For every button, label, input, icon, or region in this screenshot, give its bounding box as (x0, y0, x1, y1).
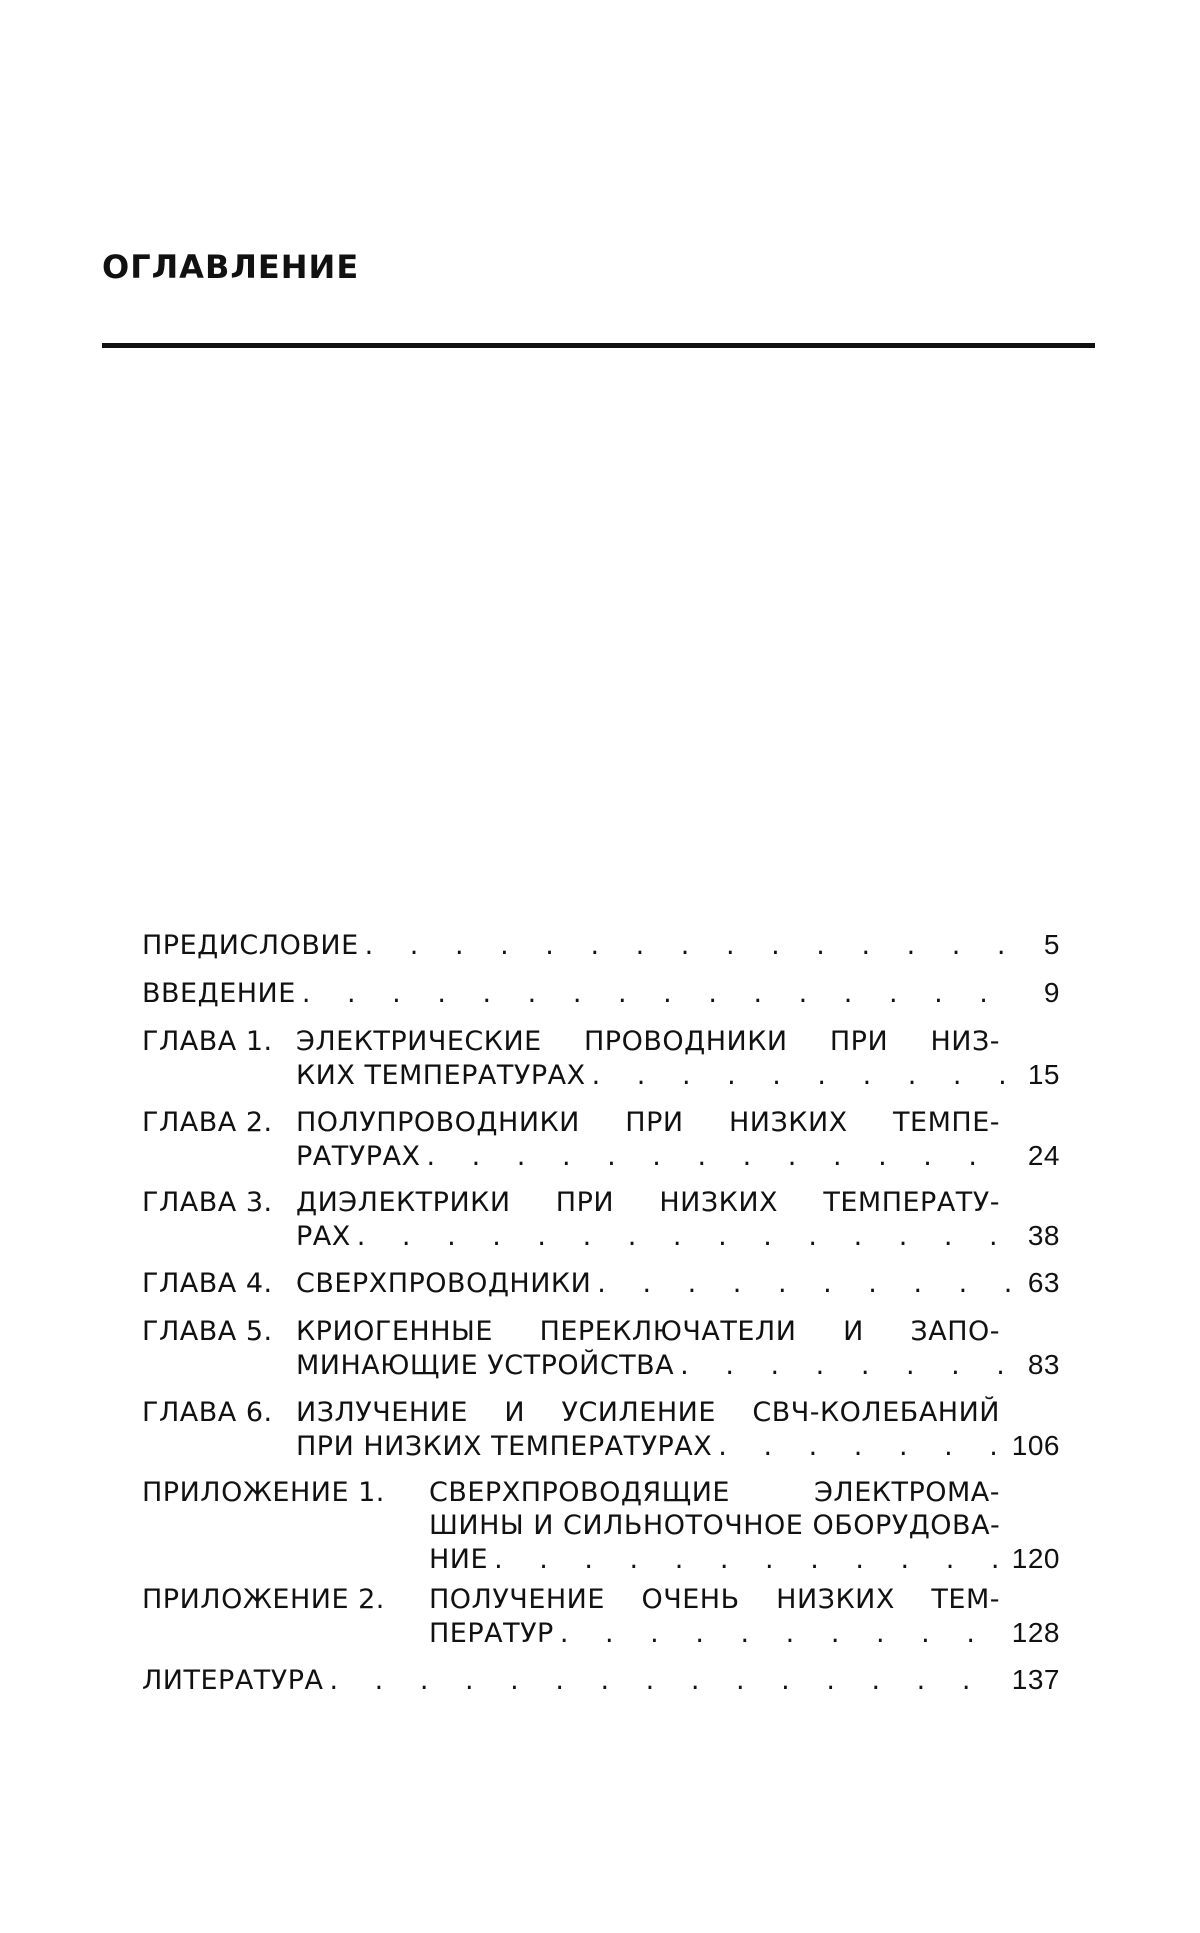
dot-leader (680, 1349, 1014, 1382)
dot-leader (718, 1430, 1006, 1463)
toc-entry (142, 1663, 1060, 1697)
toc-entry-title: ПЕРАТУР (429, 1618, 554, 1649)
toc-entry (142, 1186, 1060, 1253)
toc-entry (142, 1266, 1060, 1300)
toc-entry-title: КИХ ТЕМПЕРАТУРАХ (296, 1060, 586, 1091)
page-title: ОГЛАВЛЕНИЕ (102, 248, 360, 286)
toc-entry (142, 1476, 1060, 1576)
dot-leader (560, 1617, 1006, 1650)
toc-entry-prefix: ГЛАВА 3. (142, 1187, 273, 1218)
toc-entry-title: ПРИ НИЗКИХ ТЕМПЕРАТУРАХ (296, 1431, 713, 1462)
toc-entry (142, 976, 1060, 1010)
toc-entry-text: ПОЛУПРОВОДНИКИ ПРИ НИЗКИХ ТЕМПЕ- (296, 1107, 1000, 1138)
toc-entry-prefix: ПРИЛОЖЕНИЕ 1. (142, 1477, 385, 1508)
toc-entry-prefix: ГЛАВА 4. (142, 1268, 273, 1299)
toc-entry-text: СВЕРХПРОВОДЯЩИЕ ЭЛЕКТРОМА- (429, 1477, 1000, 1508)
toc-entry-title: ЛИТЕРАТУРА (142, 1665, 324, 1696)
toc-entry (142, 1106, 1060, 1173)
toc-entry-prefix: ГЛАВА 5. (142, 1316, 273, 1347)
toc-entry-page-number: 120 (1011, 1543, 1060, 1574)
toc-entry-text: ЭЛЕКТРИЧЕСКИЕ ПРОВОДНИКИ ПРИ НИЗ- (296, 1026, 1000, 1057)
toc-entry-title: СВЕРХПРОВОДНИКИ (296, 1268, 592, 1299)
title-divider (102, 343, 1095, 348)
toc-entry-title: ВВЕДЕНИЕ (142, 978, 296, 1009)
dot-leader (357, 1220, 1014, 1253)
toc-entry-text: ИЗЛУЧЕНИЕ И УСИЛЕНИЕ СВЧ-КОЛЕБАНИЙ (296, 1397, 1000, 1428)
dot-leader (302, 977, 1014, 1010)
toc-entry (142, 1315, 1060, 1382)
dot-leader (592, 1059, 1014, 1092)
toc-entry-prefix: ГЛАВА 6. (142, 1397, 273, 1428)
toc-entry-prefix: ГЛАВА 1. (142, 1026, 273, 1057)
dot-leader (494, 1543, 1006, 1576)
dot-leader (330, 1664, 1006, 1697)
toc-entry-page-number: 137 (1011, 1664, 1060, 1695)
toc-entry-page-number: 24 (1027, 1140, 1060, 1171)
toc-entry (142, 1583, 1060, 1650)
toc-entry-page-number: 63 (1027, 1267, 1060, 1298)
toc-entry-title: РАХ (296, 1221, 351, 1252)
toc-entry-page-number: 15 (1027, 1059, 1060, 1090)
toc-entry-page-number: 128 (1011, 1617, 1060, 1648)
toc-entry-page-number: 9 (1043, 977, 1060, 1008)
toc-entry-title: ПРЕДИСЛОВИЕ (142, 930, 359, 961)
dot-leader (597, 1267, 1014, 1300)
toc-entry-text: ДИЭЛЕКТРИКИ ПРИ НИЗКИХ ТЕМПЕРАТУ- (296, 1187, 1000, 1218)
toc-entry (142, 1396, 1060, 1463)
toc-entry-page-number: 5 (1043, 929, 1060, 960)
toc-entry-page-number: 106 (1011, 1430, 1060, 1461)
toc-entry-title: РАТУРАХ (296, 1141, 421, 1172)
toc-entry-page-number: 38 (1027, 1220, 1060, 1251)
toc-entry-prefix: ПРИЛОЖЕНИЕ 2. (142, 1584, 385, 1615)
toc-entry (142, 928, 1060, 962)
toc-entry-text: ПОЛУЧЕНИЕ ОЧЕНЬ НИЗКИХ ТЕМ- (429, 1584, 1000, 1615)
dot-leader (426, 1140, 1014, 1173)
toc-entry-prefix: ГЛАВА 2. (142, 1107, 273, 1138)
toc-entry (142, 1025, 1060, 1092)
toc-entry-title: НИЕ (429, 1544, 489, 1575)
toc-entry-page-number: 83 (1027, 1349, 1060, 1380)
toc-entry-title: МИНАЮЩИЕ УСТРОЙСТВА (296, 1350, 675, 1381)
toc-entry-text: ШИНЫ И СИЛЬНОТОЧНОЕ ОБОРУДОВА- (429, 1510, 1001, 1541)
dot-leader (365, 929, 1014, 962)
toc-entry-text: КРИОГЕННЫЕ ПЕРЕКЛЮЧАТЕЛИ И ЗАПО- (296, 1316, 1000, 1347)
